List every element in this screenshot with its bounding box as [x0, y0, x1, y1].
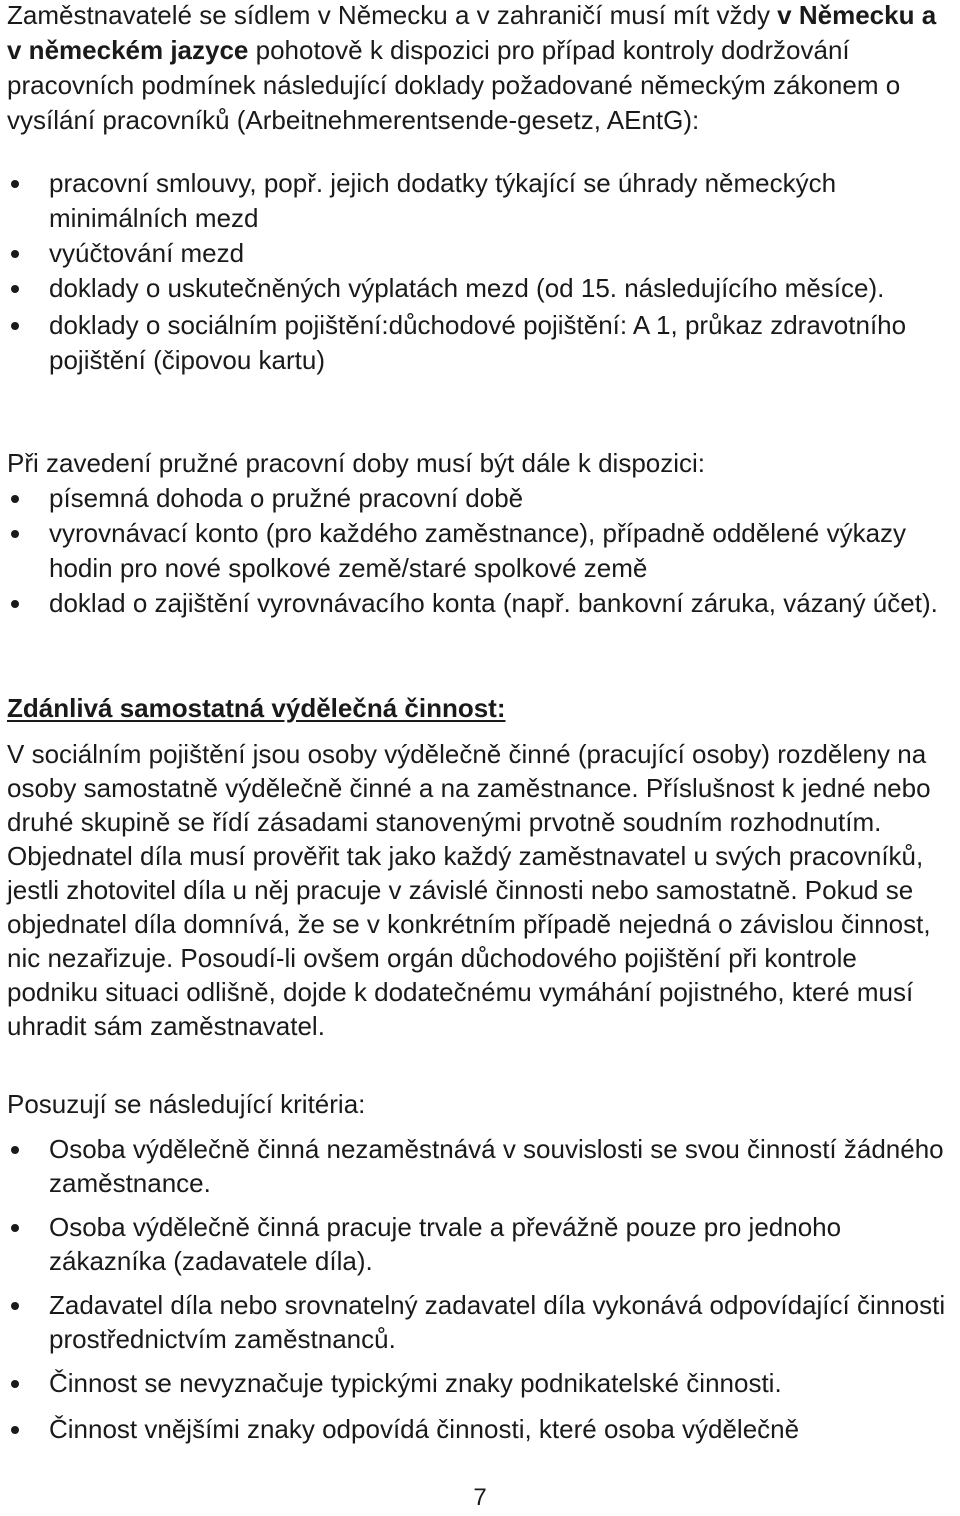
bullet-icon: [11, 250, 19, 258]
bullet-icon: [11, 495, 19, 503]
list-item-text: doklady o sociálním pojištění:důchodové pojištění: A 1, průkaz zdravotního pojištění (čipovou kartu): [49, 310, 907, 375]
list-item-text: písemná dohoda o pružné pracovní době: [49, 483, 524, 513]
bullet-icon: [11, 1224, 19, 1232]
list-item-text: vyrovnávací konto (pro každého zaměstnance), případně oddělené výkazy hodin pro nové spolkové země/staré spolkové země: [49, 518, 907, 583]
page-number: 7: [473, 1484, 487, 1511]
list-item-text: Zadavatel díla nebo srovnatelný zadavatel díla vykonává odpovídající činnosti prostřednictvím zaměstnanců.: [49, 1290, 946, 1354]
criteria-intro: Posuzují se následující kritéria:: [7, 1089, 366, 1119]
intro-bold-text: v Německu a v německém jazyce: [7, 0, 937, 65]
flex-time-intro: Při zavedení pružné pracovní doby musí být dále k dispozici:: [7, 448, 706, 478]
list-item-text: doklad o zajištění vyrovnávacího konta (např. bankovní záruka, vázaný účet).: [49, 588, 938, 618]
intro-text-part1: Zaměstnavatelé se sídlem v Německu a v zahraničí musí mít vždy: [7, 0, 778, 30]
bullet-icon: [11, 600, 19, 608]
list-item-text: Činnost se nevyznačuje typickými znaky podnikatelské činnosti.: [49, 1368, 782, 1398]
list-item-text: pracovní smlouvy, popř. jejich dodatky týkající se úhrady německých minimálních mezd: [49, 168, 837, 233]
intro-paragraph: [7, 0, 955, 138]
bullet-icon: [11, 1380, 19, 1388]
intro-text-part2: pohotově k dispozici pro případ kontroly dodržování pracovních podmínek následující doklady požadované německým zákonem o vysílání pracovníků (Arbeitnehmerentsende-gesetz, AEntG):: [7, 35, 901, 135]
bullet-icon: [11, 180, 19, 188]
list-item: [7, 481, 955, 516]
criteria-list: [7, 1132, 955, 1446]
list-item: [7, 1288, 955, 1356]
section-heading: Zdánlivá samostatná výdělečná činnost:: [7, 693, 506, 723]
list-item: [7, 516, 955, 586]
list-item: [7, 166, 955, 236]
list-item-text: Osoba výdělečně činná nezaměstnává v souvislosti se svou činností žádného zaměstnance.: [49, 1134, 944, 1198]
list-item-text: Osoba výdělečně činná pracuje trvale a převážně pouze pro jednoho zákazníka (zadavatele díla).: [49, 1212, 842, 1276]
bullet-icon: [11, 1302, 19, 1310]
list-item: [7, 308, 955, 378]
bullet-icon: [11, 1146, 19, 1154]
bullet-icon: [11, 1426, 19, 1434]
flex-time-documents-list: [7, 481, 955, 621]
list-item-text: Činnost vnějšími znaky odpovídá činnosti, které osoba výdělečně: [49, 1414, 800, 1444]
list-item: [7, 1412, 955, 1446]
bullet-icon: [11, 530, 19, 538]
body-paragraph: V sociálním pojištění jsou osoby výdělečně činné (pracující osoby) rozděleny na osoby samostatně výdělečně činné a na zaměstnance. Příslušnost k jedné nebo druhé skupině se řídí zásadami stanovenými prvotně soudním rozhodnutím. Objednatel díla musí prověřit tak jako každý zaměstnavatel u svých pracovníků, jestli zhotovitel díla u něj pracuje v závislé činnosti nebo samostatně. Pokud se objednatel díla domnívá, že se v konkrétním případě nejedná o závislou činnost, nic nezařizuje. Posoudí-li ovšem orgán důchodového pojištění při kontrole podniku situaci odlišně, dojde k dodatečnému vymáhání pojistného, které musí uhradit sám zaměstnavatel.: [7, 739, 931, 1041]
list-item: [7, 1366, 955, 1400]
list-item-text: vyúčtování mezd: [49, 238, 245, 268]
list-item: [7, 236, 955, 271]
bullet-icon: [11, 285, 19, 293]
list-item-text: doklady o uskutečněných výplatách mezd (od 15. následujícího měsíce).: [49, 273, 885, 303]
bullet-icon: [11, 322, 19, 330]
list-item: [7, 1132, 955, 1200]
list-item: [7, 586, 955, 621]
list-item: [7, 1210, 955, 1278]
required-documents-list: [7, 166, 955, 378]
list-item: [7, 271, 955, 306]
